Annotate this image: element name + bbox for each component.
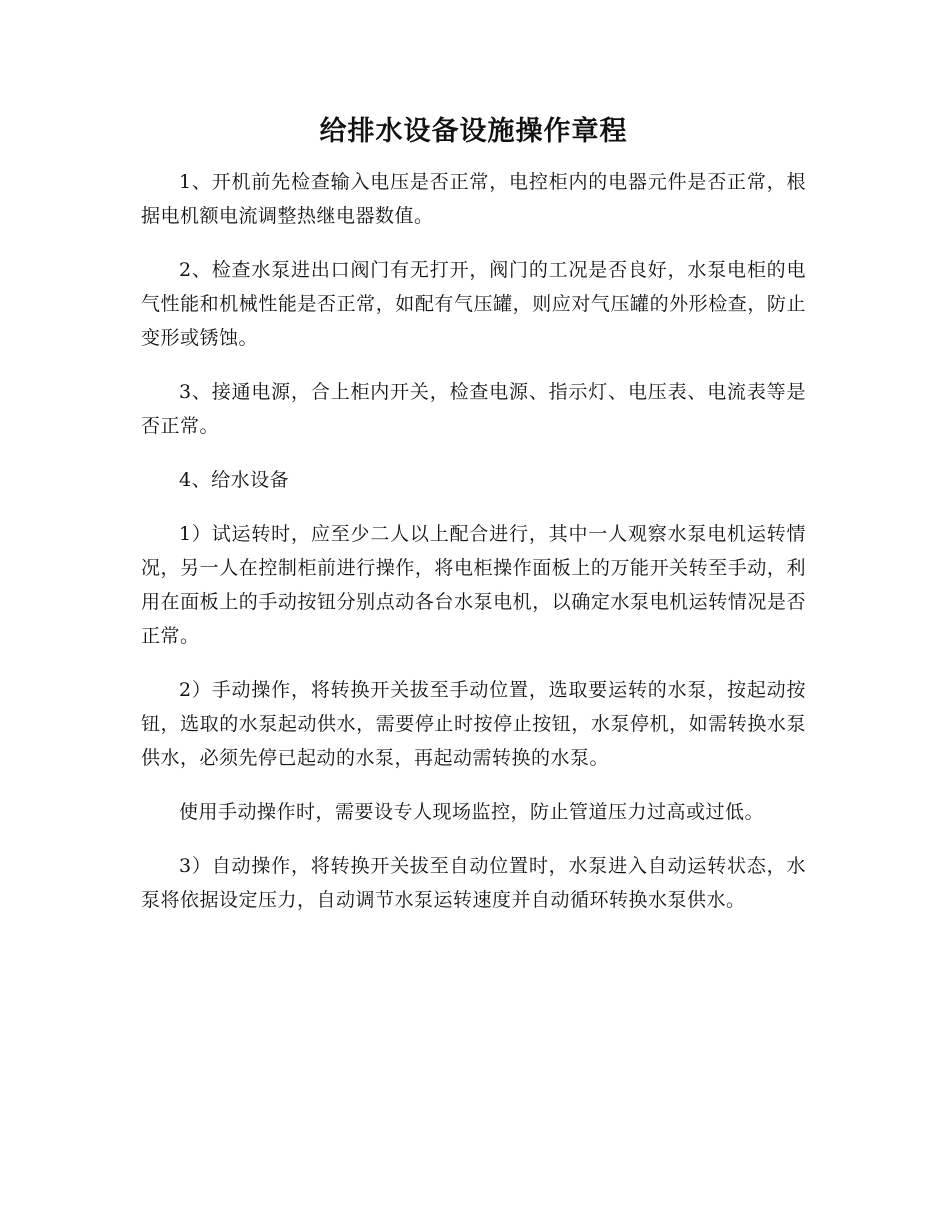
- paragraph-trial-run: 1）试运转时，应至少二人以上配合进行，其中一人观察水泵电机运转情况，另一人在控制柜前进行操作，将电柜操作面板上的万能开关转至手动，利用在面板上的手动按钮分别点动各台水泵电机，以确定水泵电机运转情况是否正常。: [141, 523, 806, 647]
- paragraph-check-valves: 2、检查水泵进出口阀门有无打开，阀门的工况是否良好，水泵电柜的电气性能和机械性能是否正常，如配有气压罐，则应对气压罐的外形检查，防止变形或锈蚀。: [141, 259, 806, 349]
- paragraph-auto-operation: 3）自动操作，将转换开关拔至自动位置时，水泵进入自动运转状态，水泵将依据设定压力，自动调节水泵运转速度并自动循环转换水泵供水。: [141, 855, 806, 911]
- paragraph-water-supply-heading: 4、给水设备: [179, 469, 290, 491]
- paragraph-power-on: 3、接通电源，合上柜内开关，检查电源、指示灯、电压表、电流表等是否正常。: [141, 381, 806, 437]
- document-page: [141, 0, 806, 917]
- paragraph-check-voltage: 1、开机前先检查输入电压是否正常，电控柜内的电器元件是否正常，根据电机额电流调整热继电器数值。: [141, 171, 806, 227]
- paragraph-manual-monitoring: 使用手动操作时，需要设专人现场监控，防止管道压力过高或过低。: [179, 801, 765, 823]
- paragraph-manual-operation: 2）手动操作，将转换开关拔至手动位置，选取要运转的水泵，按起动按钮，选取的水泵起动供水，需要停止时按停止按钮，水泵停机，如需转换水泵供水，必须先停已起动的水泵，再起动需转换的水泵。: [141, 679, 806, 769]
- document-title: 给排水设备设施操作章程: [319, 116, 628, 147]
